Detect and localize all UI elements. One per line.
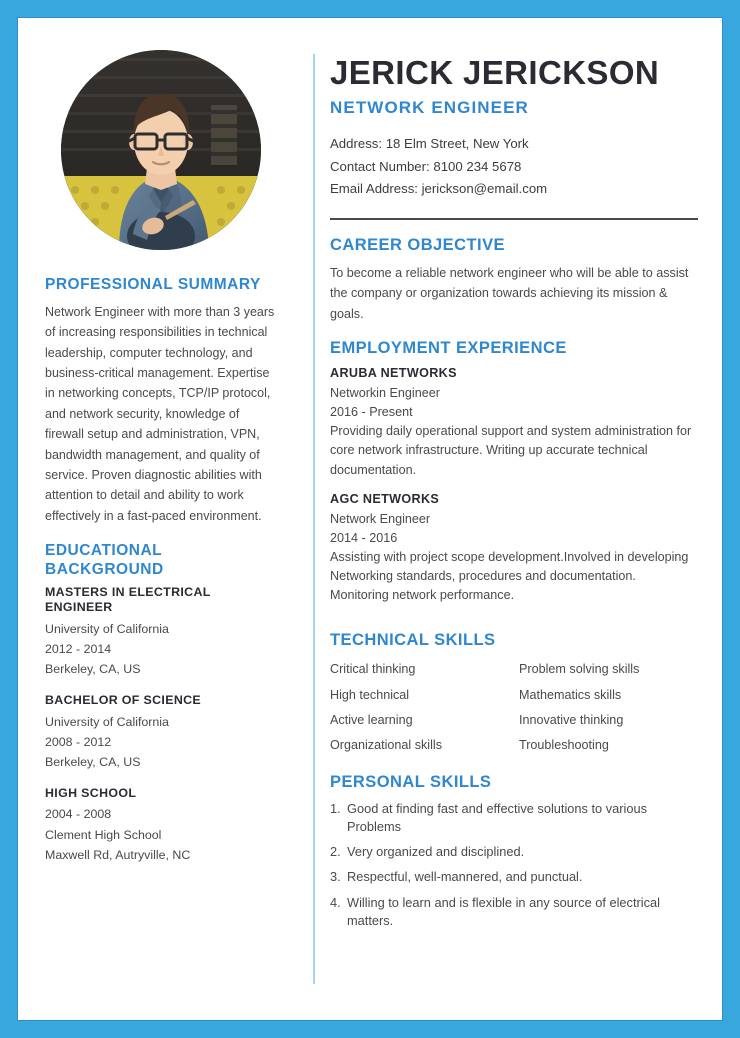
section-heading-technical-skills: TECHNICAL SKILLS [330, 630, 496, 649]
education-entry-line: Berkeley, CA, US [45, 755, 141, 770]
education-entry-line: Maxwell Rd, Autryville, NC [45, 848, 191, 863]
employment-company: AGC NETWORKS [330, 491, 440, 506]
technical-skills-grid [330, 657, 698, 758]
header-divider-rule [330, 218, 698, 220]
technical-skill-item: Active learning [330, 712, 413, 727]
section-heading-employment-experience: EMPLOYMENT EXPERIENCE [330, 339, 567, 358]
education-entry [45, 693, 276, 773]
employment-entry [330, 366, 698, 480]
left-column [18, 18, 298, 1020]
section-heading-career-objective: CAREER OBJECTIVE [330, 236, 505, 255]
employment-dates: 2016 - Present [330, 405, 413, 420]
employment-role: Networkin Engineer [330, 386, 440, 401]
avatar [61, 50, 261, 250]
technical-skill-item: Troubleshooting [519, 737, 609, 752]
education-entry-line: 2012 - 2014 [45, 641, 112, 656]
technical-skill-item: High technical [330, 687, 410, 702]
contact-number [330, 156, 698, 179]
contact-email-value: jerickson@email.com [421, 181, 548, 197]
contact-address [330, 133, 698, 156]
career-objective-text: To become a reliable network engineer who will be able to assist the company or organization towards achieving its mission & goals. [330, 265, 689, 321]
column-divider [313, 54, 315, 984]
personal-skill-item: Willing to learn and is flexible in any source of electrical matters. [347, 894, 660, 928]
education-entry-line: Berkeley, CA, US [45, 662, 141, 677]
technical-skill-item: Organizational skills [330, 737, 442, 752]
education-entry-title: MASTERS IN ELECTRICAL ENGINEER [45, 584, 211, 614]
personal-skill-item: Respectful, well-mannered, and punctual. [347, 869, 583, 885]
education-entry-title: HIGH SCHOOL [45, 785, 137, 800]
employment-company: ARUBA NETWORKS [330, 365, 457, 380]
right-column [298, 18, 722, 1020]
resume-sheet [17, 17, 723, 1021]
personal-skills-list [330, 800, 698, 930]
spacer [330, 618, 698, 631]
education-entry-title: BACHELOR OF SCIENCE [45, 692, 202, 707]
section-heading-personal-skills: PERSONAL SKILLS [330, 773, 492, 792]
education-entry [45, 585, 276, 680]
spacer [330, 760, 698, 773]
employment-role: Network Engineer [330, 511, 431, 526]
contact-email-label: Email Address: [330, 181, 418, 197]
technical-skill-item: Critical thinking [330, 662, 416, 677]
professional-summary-text: Network Engineer with more than 3 years of increasing responsibilities in technical leadership, computer technology, and business-critical management. Expertise in networking concepts, TCP/IP protocol, and network security, knowledge of firewall setup and administration, VPN, bandwidth management, and quality of service. Proven diagnostic abilities with attention to detail and ability to work effectively in a fast-paced environment. [45, 304, 275, 523]
spacer [45, 526, 276, 542]
section-heading-professional-summary: PROFESSIONAL SUMMARY [45, 276, 261, 293]
education-entry [45, 786, 276, 866]
employment-dates: 2014 - 2016 [330, 530, 398, 545]
job-role-subtitle: NETWORK ENGINEER [330, 97, 529, 117]
contact-address-value: 18 Elm Street, New York [385, 136, 529, 152]
education-entry-line: University of California [45, 621, 169, 636]
contact-number-value: 8100 234 5678 [433, 158, 522, 174]
education-entry-line: 2008 - 2012 [45, 734, 112, 749]
contact-email [330, 178, 698, 201]
portrait-photo-icon [61, 50, 261, 250]
education-entry-line: University of California [45, 714, 169, 729]
employment-description: Providing daily operational support and system administration for core network infrastructure. Writing up accurate technical documentation. [330, 424, 692, 477]
spacer [330, 324, 698, 339]
technical-skill-item: Problem solving skills [519, 662, 640, 677]
education-entry-line: 2004 - 2008 [45, 807, 112, 822]
contact-number-label: Contact Number: [330, 158, 430, 174]
education-entry-line: Clement High School [45, 827, 162, 842]
section-heading-educational-background: EDUCATIONAL BACKGROUND [45, 542, 164, 578]
employment-description: Assisting with project scope development.Involved in developing Networking standards, procedures and documentation. Monitoring network performance. [330, 550, 689, 603]
personal-skill-item: Very organized and disciplined. [347, 844, 525, 860]
technical-skill-item: Innovative thinking [519, 712, 624, 727]
employment-entry [330, 492, 698, 606]
personal-skill-item: Good at finding fast and effective solutions to various Problems [347, 800, 647, 835]
page-title: JERICK JERICKSON [330, 54, 660, 91]
contact-address-label: Address: [330, 136, 383, 152]
technical-skill-item: Mathematics skills [519, 687, 622, 702]
